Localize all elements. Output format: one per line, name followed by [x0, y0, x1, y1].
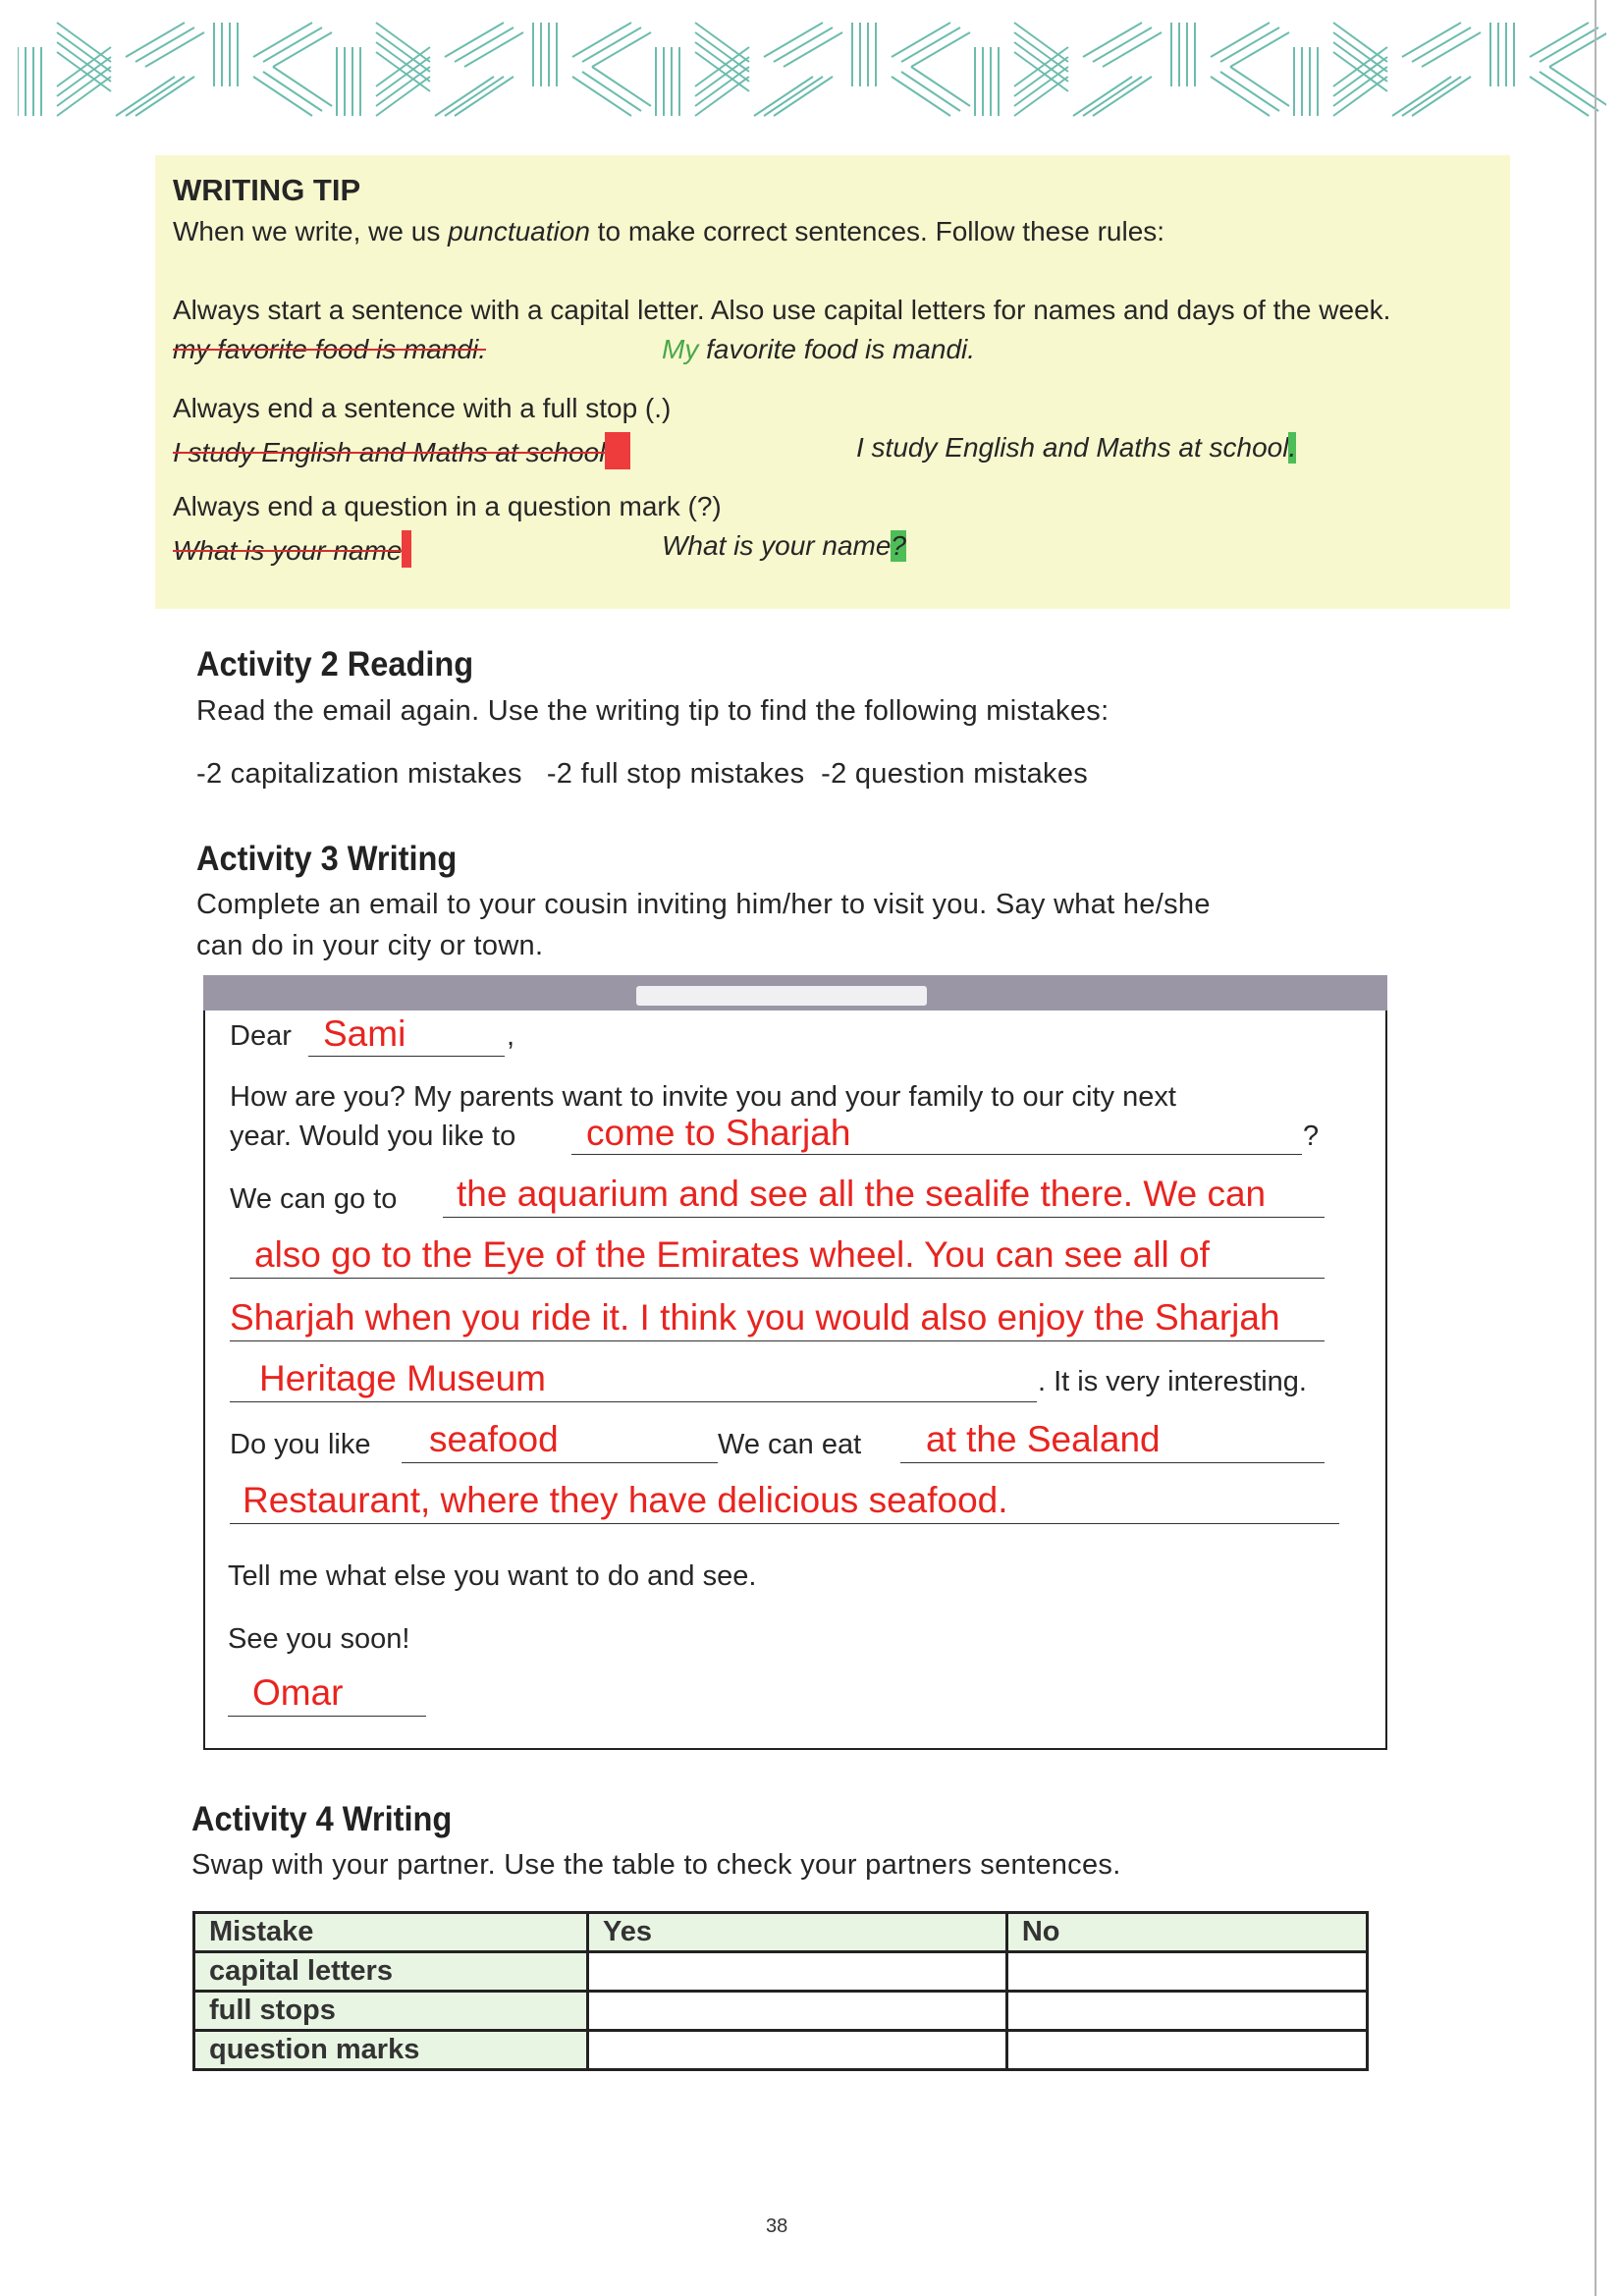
go-to-blank-4	[230, 1401, 1037, 1402]
table-row	[194, 2031, 1368, 2070]
go-to-blank-1	[443, 1217, 1325, 1218]
go-to-blank-3	[230, 1340, 1325, 1341]
handwritten-eat-line2: Restaurant, where they have delicious seafood.	[243, 1480, 1008, 1520]
yes-cell-capital-letters[interactable]	[588, 1952, 1007, 1992]
header-no: No	[1006, 1913, 1367, 1952]
table-header-row	[194, 1913, 1368, 1952]
eat-answer-blank-1	[900, 1462, 1325, 1463]
rule2-wrong-example: I study English and Maths at school	[173, 432, 630, 469]
email-go-to-label: We can go to	[230, 1183, 398, 1215]
handwritten-recipient-name: Sami	[323, 1013, 406, 1054]
rule-capital-letters: Always start a sentence with a capital letter. Also use capital letters for names and days of the week.	[173, 295, 1391, 325]
handwritten-signature: Omar	[252, 1672, 344, 1713]
page-number: 38	[766, 2215, 788, 2237]
email-do-you-like-label: Do you like	[230, 1429, 371, 1460]
email-see-you-text: See you soon!	[228, 1623, 410, 1655]
email-tell-me-text: Tell me what else you want to do and see.	[228, 1560, 757, 1592]
rule-question-mark: Always end a question in a question mark (?)	[173, 491, 722, 521]
activity2-instruction: Read the email again. Use the writing tip to find the following mistakes:	[196, 695, 1109, 727]
writing-tip-title: WRITING TIP	[173, 173, 361, 207]
activity4-instruction: Swap with your partner. Use the table to check your partners sentences.	[191, 1849, 1121, 1881]
row-label-question-marks: question marks	[194, 2031, 588, 2070]
email-subject-bar	[636, 986, 927, 1006]
email-dear-comma: ,	[507, 1020, 515, 1052]
rule-full-stop: Always end a sentence with a full stop (.)	[173, 393, 672, 423]
row-label-full-stops: full stops	[194, 1992, 588, 2031]
no-cell-capital-letters[interactable]	[1006, 1952, 1367, 1992]
activity3-heading: Activity 3 Writing	[196, 840, 458, 878]
table-row	[194, 1952, 1368, 1992]
full-stop-highlight: .	[1288, 432, 1297, 463]
handwritten-eat-line1: at the Sealand	[926, 1419, 1161, 1459]
handwritten-go-to-line1: the aquarium and see all the sealife there. We can	[457, 1174, 1267, 1214]
rule1-correct-example: My favorite food is mandi.	[662, 334, 976, 364]
handwritten-go-to-line3: Sharjah when you ride it. I think you would also enjoy the Sharjah	[230, 1297, 1280, 1338]
email-greeting-line2: year. Would you like to	[230, 1121, 516, 1152]
eat-answer-blank-2	[230, 1523, 1339, 1524]
question-mark-highlight: ?	[891, 530, 906, 561]
email-interesting-text: . It is very interesting.	[1038, 1366, 1307, 1397]
go-to-blank-2	[230, 1278, 1325, 1279]
rule3-wrong-example: What is your name	[173, 530, 411, 568]
no-cell-question-marks[interactable]	[1006, 2031, 1367, 2070]
header-mistake: Mistake	[194, 1913, 588, 1952]
email-we-can-eat-label: We can eat	[718, 1429, 862, 1460]
activity2-heading: Activity 2 Reading	[196, 645, 474, 683]
rule1-wrong-example: my favorite food is mandi.	[173, 334, 487, 364]
handwritten-go-to-line4: Heritage Museum	[259, 1358, 547, 1398]
like-answer-blank	[402, 1462, 718, 1463]
row-label-capital-letters: capital letters	[194, 1952, 588, 1992]
missing-question-mark-marker	[402, 530, 411, 568]
table-row	[194, 1992, 1368, 2031]
rule2-correct-example: I study English and Maths at school.	[856, 432, 1297, 463]
visit-answer-blank	[571, 1154, 1302, 1155]
email-dear-label: Dear	[230, 1020, 292, 1052]
no-cell-full-stops[interactable]	[1006, 1992, 1367, 2031]
email-body-frame	[203, 1011, 1387, 1750]
handwritten-go-to-line2: also go to the Eye of the Emirates wheel. You can see all of	[254, 1234, 1210, 1275]
signature-blank	[228, 1716, 426, 1717]
decorative-pattern-banner	[18, 18, 1606, 122]
rule3-correct-example: What is your name?	[662, 530, 906, 561]
writing-tip-box	[155, 155, 1510, 609]
activity3-instruction-line2: can do in your city or town.	[196, 930, 544, 961]
dear-name-blank	[308, 1056, 505, 1057]
header-yes: Yes	[588, 1913, 1007, 1952]
email-greeting-line1: How are you? My parents want to invite you and your family to our city next	[230, 1081, 1176, 1113]
email-question-mark: ?	[1303, 1121, 1320, 1152]
activity3-instruction-line1: Complete an email to your cousin inviting him/her to visit you. Say what he/she	[196, 889, 1211, 920]
handwritten-visit-answer: come to Sharjah	[586, 1113, 851, 1153]
writing-tip-intro: When we write, we us punctuation to make correct sentences. Follow these rules:	[173, 216, 1165, 246]
activity4-heading: Activity 4 Writing	[191, 1800, 453, 1838]
handwritten-like-answer: seafood	[429, 1419, 559, 1459]
page-edge-line	[1595, 0, 1596, 2296]
missing-full-stop-marker	[605, 432, 630, 469]
yes-cell-full-stops[interactable]	[588, 1992, 1007, 2031]
yes-cell-question-marks[interactable]	[588, 2031, 1007, 2070]
checklist-table	[192, 1911, 1369, 2071]
activity2-mistake-list: -2 capitalization mistakes -2 full stop mistakes -2 question mistakes	[196, 758, 1089, 790]
